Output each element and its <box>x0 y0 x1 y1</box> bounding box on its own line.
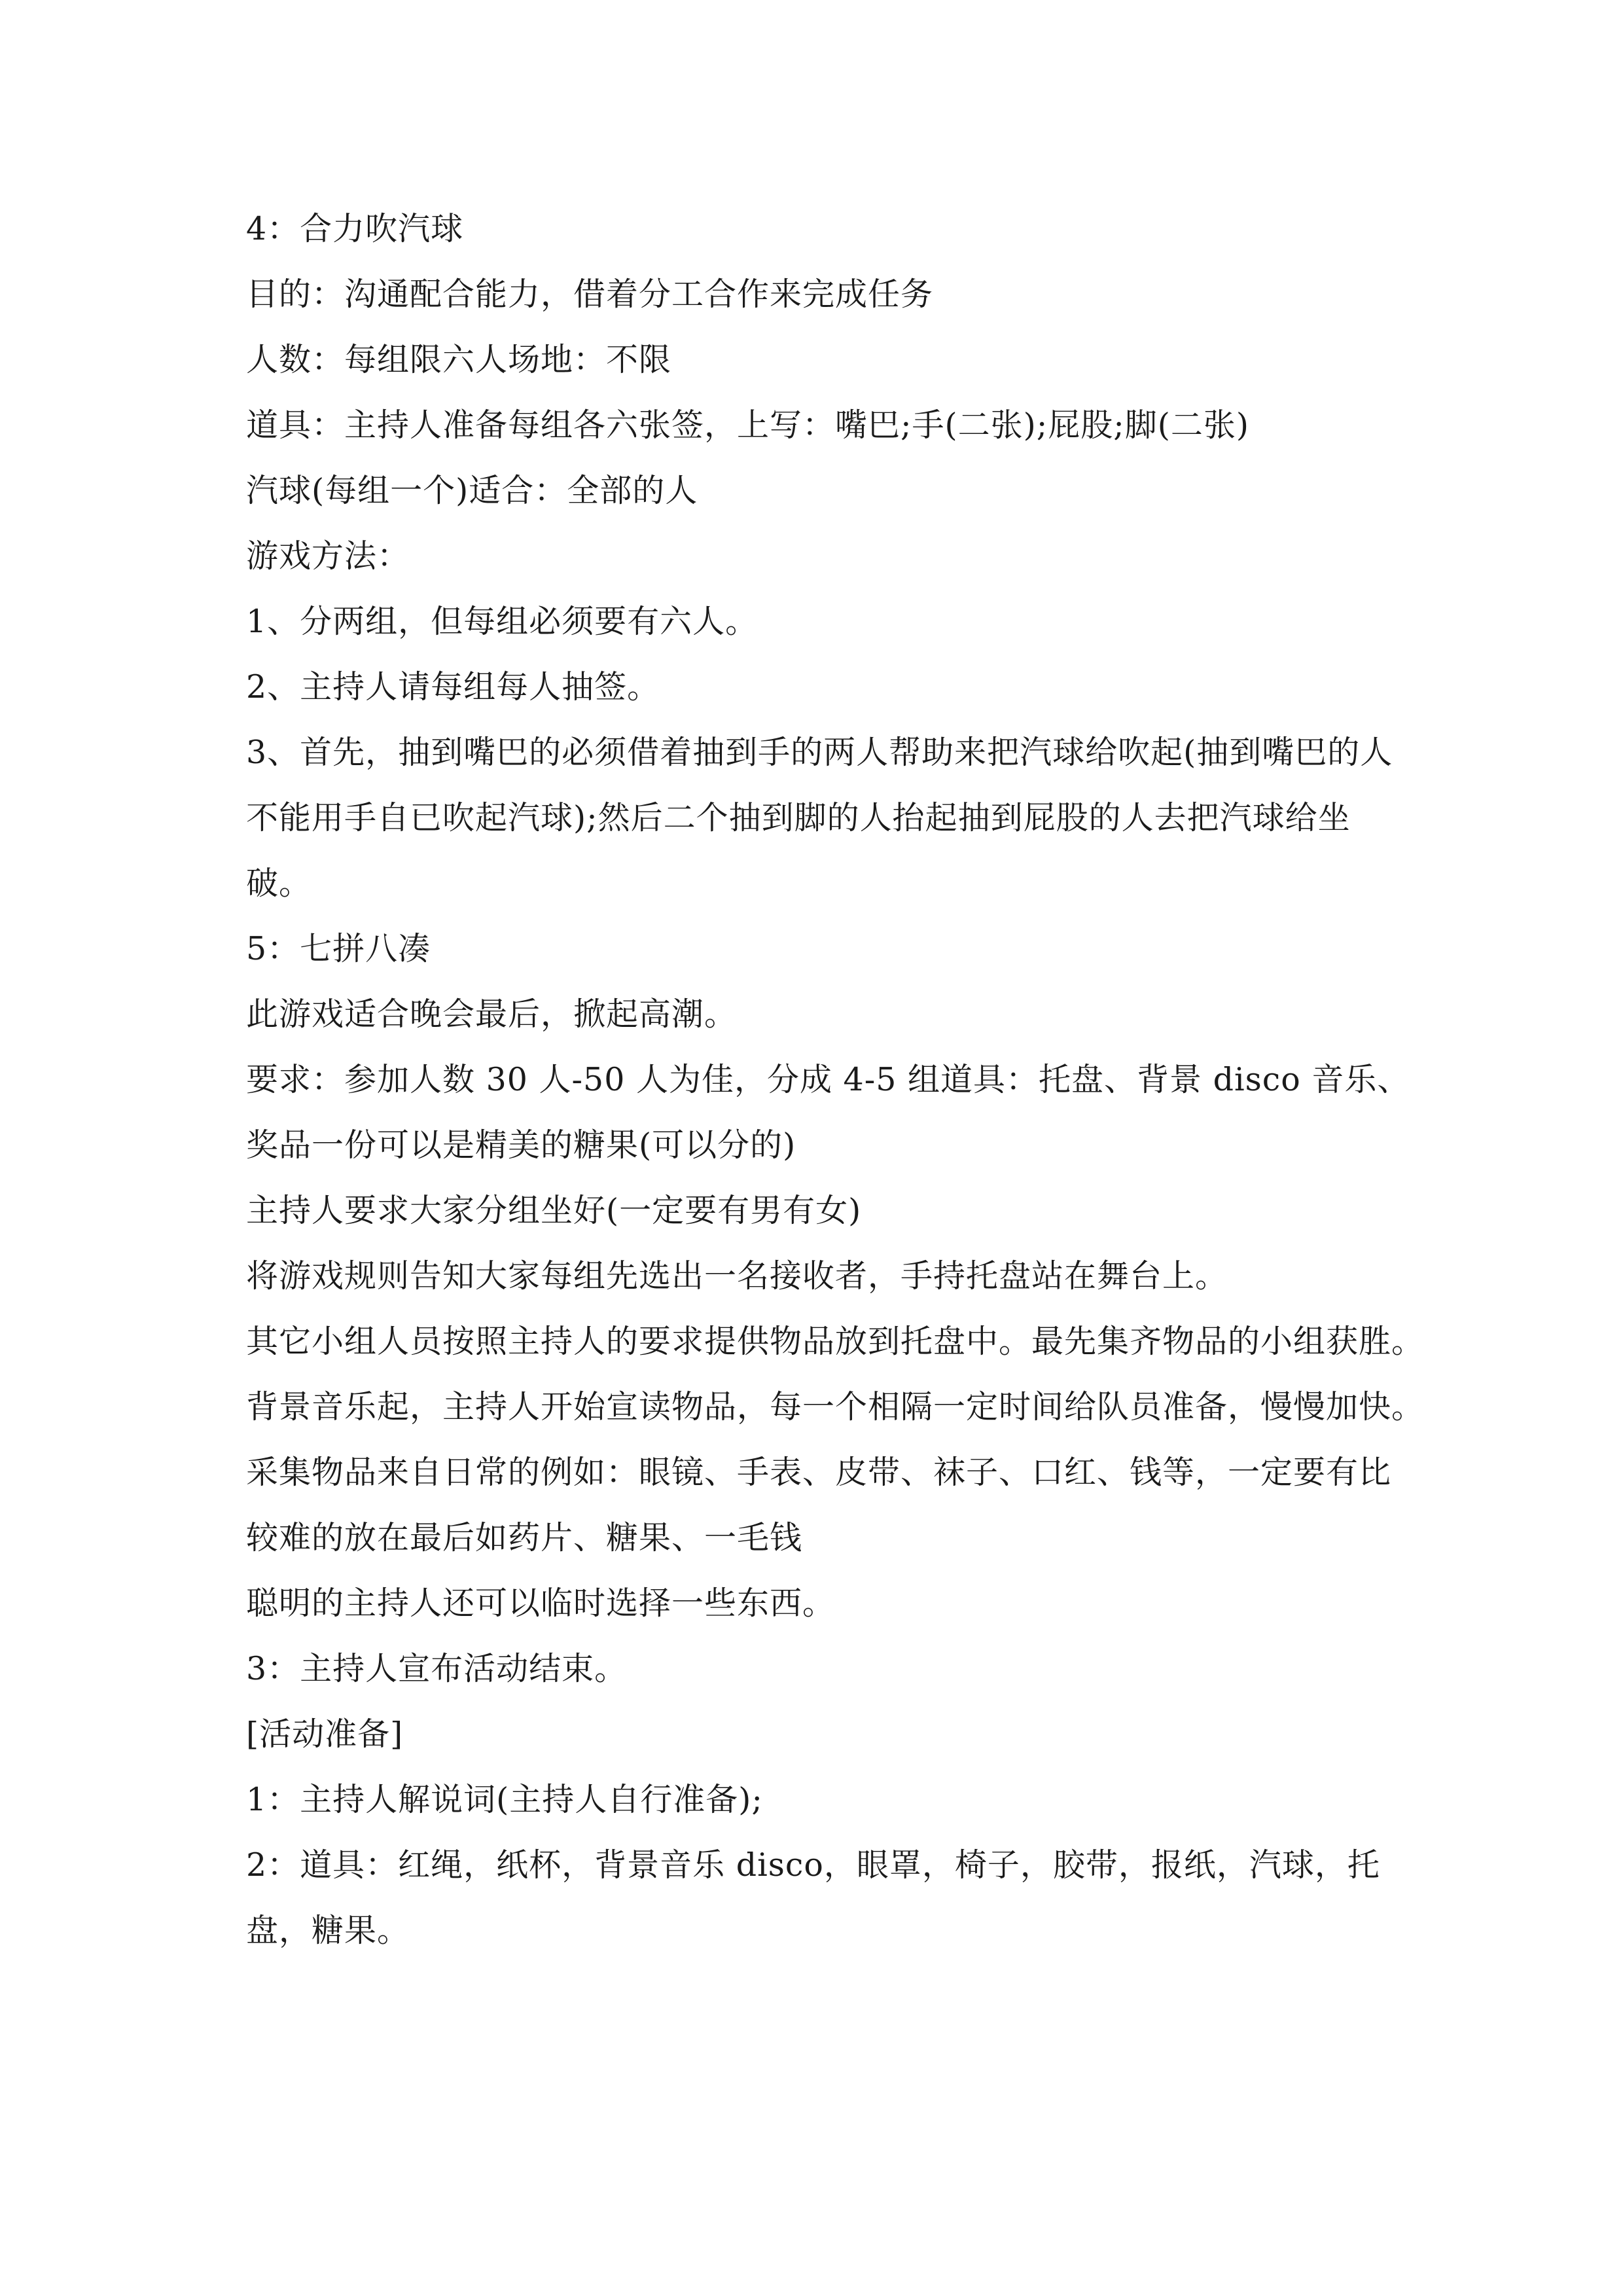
step-3-line-2: 不能用手自已吹起汽球);然后二个抽到脚的人抬起抽到屁股的人去把汽球给坐 <box>246 799 1351 836</box>
step-3-line-3: 破。 <box>246 865 312 902</box>
step-2: 2、主持人请每组每人抽签。 <box>246 668 660 706</box>
preparation-item-1: 1：主持人解说词(主持人自行准备); <box>246 1781 763 1818</box>
preparation-heading: [活动准备] <box>246 1715 404 1753</box>
participants-line: 人数：每组限六人场地：不限 <box>246 341 672 378</box>
game-suitability-line: 此游戏适合晚会最后，掀起高潮。 <box>246 996 738 1033</box>
smart-host-line: 聪明的主持人还可以临时选择一些东西。 <box>246 1585 836 1622</box>
game-method-label: 游戏方法： <box>246 537 410 575</box>
preparation-item-2-line-2: 盘，糖果。 <box>246 1912 410 1949</box>
preparation-item-2-line-1: 2：道具：红绳，纸杯，背景音乐 disco，眼罩，椅子，胶带，报纸，汽球，托 <box>246 1846 1380 1884</box>
document-body <box>246 196 1425 1964</box>
other-groups-line: 其它小组人员按照主持人的要求提供物品放到托盘中。最先集齐物品的小组获胜。 <box>246 1323 1425 1360</box>
step-1: 1、分两组，但每组必须要有六人。 <box>246 603 758 640</box>
requirements-line-2: 奖品一份可以是精美的糖果(可以分的) <box>246 1126 796 1164</box>
purpose-line: 目的：沟通配合能力，借着分工合作来完成任务 <box>246 276 934 313</box>
host-seating-line: 主持人要求大家分组坐好(一定要有男有女) <box>246 1192 862 1229</box>
heading-4-blow-balloon: 4：合力吹汽球 <box>246 210 464 247</box>
activity-end-line: 3：主持人宣布活动结束。 <box>246 1650 628 1687</box>
step-3-line-1: 3、首先，抽到嘴巴的必须借着抽到手的两人帮助来把汽球给吹起(抽到嘴巴的人 <box>246 734 1393 771</box>
requirements-line-1: 要求：参加人数 30 人-50 人为佳，分成 4-5 组道具：托盘、背景 disco 音乐、 <box>246 1061 1410 1098</box>
items-line-2: 较难的放在最后如药片、糖果、一毛钱 <box>246 1519 803 1556</box>
items-line-1: 采集物品来自日常的例如：眼镜、手表、皮带、袜子、口红、钱等，一定要有比 <box>246 1454 1392 1491</box>
balloon-suitable-line: 汽球(每组一个)适合：全部的人 <box>246 472 698 509</box>
music-line: 背景音乐起，主持人开始宣读物品，每一个相隔一定时间给队员准备，慢慢加快。 <box>246 1388 1425 1426</box>
props-line: 道具：主持人准备每组各六张签，上写：嘴巴;手(二张);屁股;脚(二张) <box>246 406 1249 444</box>
rules-line: 将游戏规则告知大家每组先选出一名接收者，手持托盘站在舞台上。 <box>246 1257 1228 1295</box>
heading-5-qi-pin-ba-cou: 5：七拼八凑 <box>246 930 431 967</box>
